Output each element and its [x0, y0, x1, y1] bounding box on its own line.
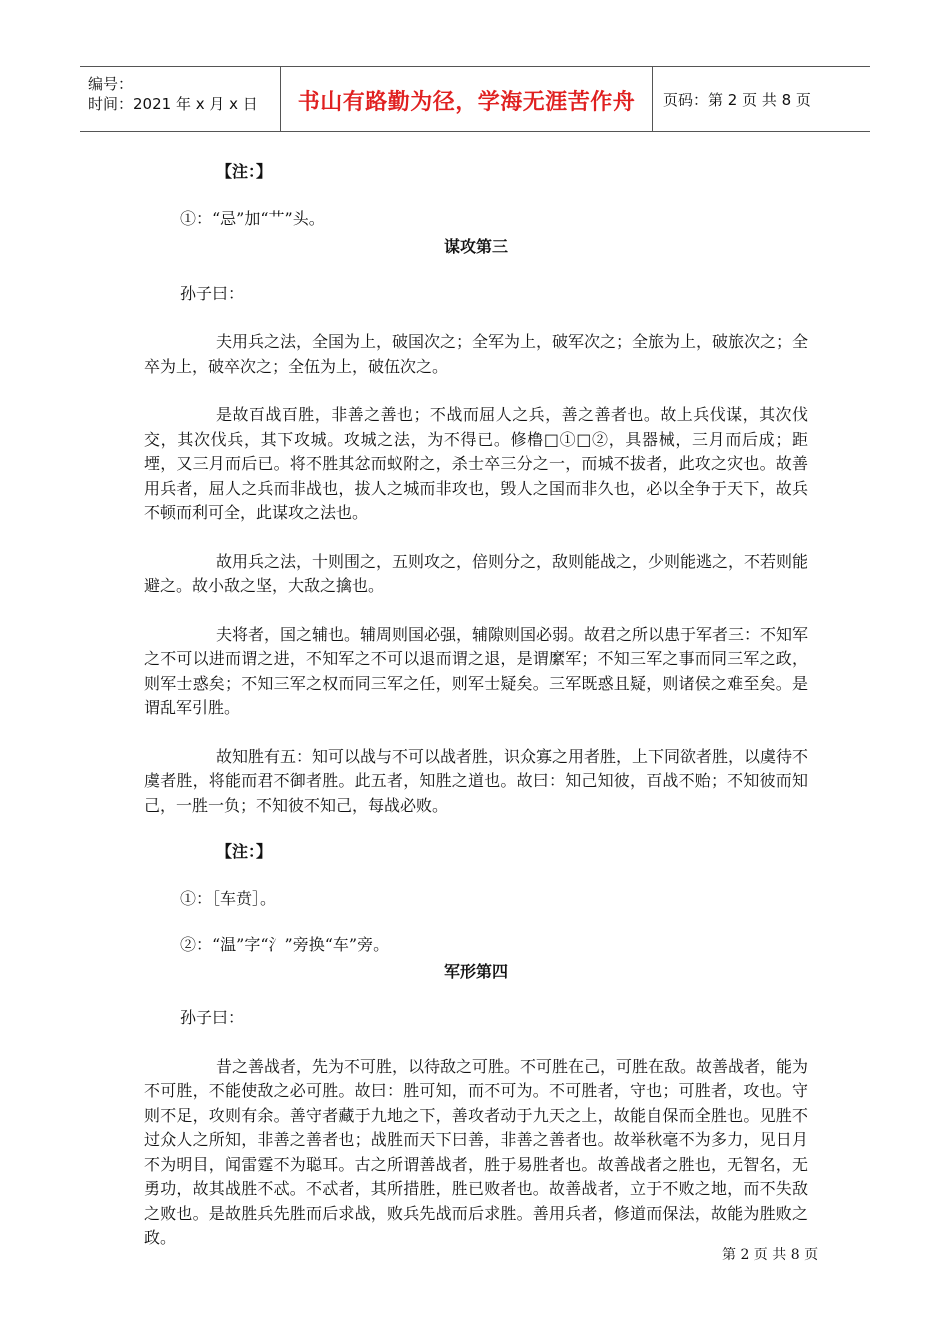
header-meta: [80, 67, 281, 131]
body-paragraph: 故知胜有五：知可以战与不可以战者胜，识众寡之用者胜，上下同欲者胜，以虞待不虞者胜，将能而君不御者胜。此五者，知胜之道也。故曰：知己知彼，百战不贻；不知彼而知己，一胜一负；不知彼不知己，每战必败。: [144, 746, 809, 815]
speaker-line: 孙子曰：: [180, 283, 245, 303]
header-page-label: 页码：第 2 页 共 8 页: [663, 91, 811, 109]
page-header: [80, 66, 870, 132]
doc-time-label: 时间：2021 年 x 月 x 日: [88, 95, 258, 113]
body-paragraph: 昔之善战者，先为不可胜，以待敌之可胜。不可胜在己，可胜在敌。故善战者，能为不可胜，不能使敌之必可胜。故曰：胜可知，而不可为。不可胜者，守也；可胜者，攻也。守则不足，攻则有余。善守者藏于九地之下，善攻者动于九天之上，故能自保而全胜也。见胜不过众人之所知，非善之善者也；战胜而天下曰善，非善之善者也。故举秋毫不为多力，见日月不为明目，闻雷霆不为聪耳。古之所谓善战者，胜于易胜者也。故善战者之胜也，无智名，无勇功，故其战胜不忒。不忒者，其所措胜，胜已败者也。故善战者，立于不败之地，而不失敌之败也。是故胜兵先胜而后求战，败兵先战而后求胜。善用兵者，修道而保法，故能为胜败之政。: [144, 1056, 809, 1247]
note-item: ①：“忌”加“艹”头。: [180, 208, 325, 228]
chapter-title: 军形第四: [443, 961, 508, 981]
doc-number-label: 编号：: [88, 75, 134, 93]
body-paragraph: 夫用兵之法，全国为上，破国次之；全军为上，破军次之；全旅为上，破旅次之；全卒为上，破卒次之；全伍为上，破伍次之。: [144, 332, 809, 376]
header-page-cell: [653, 67, 870, 131]
note-heading: 【注：】: [216, 162, 273, 181]
document-body: [144, 150, 808, 1251]
note-item: ②：“温”字“氵”旁换“车”旁。: [180, 935, 390, 954]
body-paragraph: 故用兵之法，十则围之，五则攻之，倍则分之，敌则能战之，少则能逃之，不若则能避之。故小敌之坚，大敌之擒也。: [144, 551, 809, 595]
note-heading: 【注：】: [216, 842, 273, 861]
page-footer: 第 2 页 共 8 页: [722, 1247, 819, 1263]
body-paragraph: 是故百战百胜，非善之善也；不战而屈人之兵，善之善者也。故上兵伐谋，其次伐交，其次伐兵，其下攻城。攻城之法，为不得已。修橹□①□②，具器械，三月而后成；距堙，又三月而后已。将不胜其忿而蚁附之，杀士卒三分之一，而城不拔者，此攻之灾也。故善用兵者，屈人之兵而非战也，拔人之城而非攻也，毁人之国而非久也，必以全争于天下，故兵不顿而利可全，此谋攻之法也。: [144, 405, 808, 522]
note-item: ①：［车贲］。: [180, 888, 277, 908]
header-motto: 书山有路勤为径，学海无涯苦作舟: [297, 90, 636, 115]
chapter-title: 谋攻第三: [443, 237, 508, 256]
header-motto-cell: [281, 67, 653, 131]
body-paragraph: 夫将者，国之辅也。辅周则国必强，辅隙则国必弱。故君之所以患于军者三：不知军之不可以进而谓之进，不知军之不可以退而谓之退，是谓縻军；不知三军之事而同三军之政，则军士惑矣；不知三军之权而同三军之任，则军士疑矣。三军既惑且疑，则诸侯之难至矣。是谓乱军引胜。: [144, 624, 809, 717]
speaker-line: 孙子曰：: [180, 1008, 245, 1027]
